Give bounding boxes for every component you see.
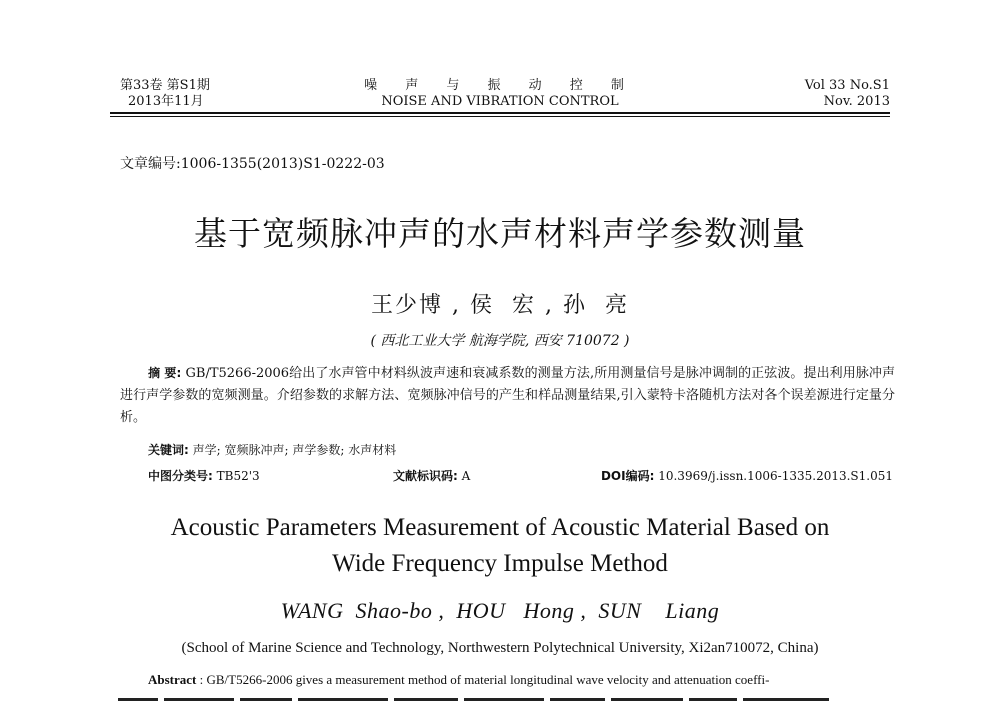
header-volume-issue-cn: 第33卷 第S1期: [120, 78, 210, 93]
abstract-en-text: : GB/T5266-2006 gives a measurement method of material longitudinal wave velocity and attenuation coeffi-: [196, 672, 770, 687]
header-journal-en: NOISE AND VIBRATION CONTROL: [381, 94, 619, 109]
doi: [601, 466, 893, 486]
article-number: 文章编号:1006-1355(2013)S1-0222-03: [120, 156, 385, 172]
abstract-en-label: Abstract: [148, 672, 197, 687]
title-en-line2: Wide Frequency Impulse Method: [332, 550, 668, 577]
header-issue-block: [805, 78, 890, 110]
document-code: [393, 466, 470, 486]
header-date-en: Nov. 2013: [823, 94, 890, 109]
affiliation-en: (School of Marine Science and Technology, Northwestern Polytechnical University, Xi2an710072, China): [181, 640, 819, 656]
doi-value: 10.3969/j.issn.1006-1335.2013.S1.051: [654, 469, 893, 483]
abstract-cn-text: GB/T5266-2006给出了水声管中材料纵波声速和衰减系数的测量方法,所用测量信号是脉冲调制的正弦波。提出利用脉冲声进行声学参数的宽频测量。介绍参数的求解方法、宽频脉冲信号的产生和样品测量结果,引入蒙特卡洛随机方法对各个误差源进行定量分析。: [120, 366, 895, 425]
header-rule-thick: [110, 112, 890, 114]
abstract-cn-label: 摘 要:: [148, 366, 182, 380]
doc-code-value: A: [457, 469, 471, 483]
title-en: [0, 510, 1000, 582]
doi-label: DOI编码:: [600, 469, 655, 483]
doc-code-label: 文献标识码:: [393, 469, 458, 483]
clc-label: 中图分类号:: [148, 469, 213, 483]
classification-row: [148, 466, 893, 486]
cropped-text-line: [118, 698, 888, 703]
header-journal-cn: 噪 声 与 振 动 控 制: [364, 78, 636, 93]
title-cn: 基于宽频脉冲声的水声材料声学参数测量: [194, 214, 806, 253]
authors-cn: 王少博 , 侯 宏 , 孙 亮: [371, 293, 629, 318]
abstract-en: [148, 672, 898, 688]
affiliation-cn: ( 西北工业大学 航海学院, 西安 710072 ): [370, 333, 630, 349]
clc-value: TB52'3: [212, 469, 260, 483]
keywords-cn-text: 声学; 宽频脉冲声; 声学参数; 水声材料: [188, 443, 397, 457]
header-volume-issue-en: Vol 33 No.S1: [804, 78, 890, 93]
keywords-cn: [148, 440, 396, 460]
authors-en: WANG Shao-bo , HOU Hong , SUN Liang: [280, 598, 720, 623]
keywords-cn-label: 关键词:: [148, 443, 189, 457]
clc-number: [148, 466, 260, 486]
header-date-cn: 2013年11月: [128, 94, 204, 109]
title-en-line1: Acoustic Parameters Measurement of Acoustic Material Based on: [170, 514, 830, 541]
header-rule-thin: [110, 116, 890, 117]
abstract-cn: [120, 362, 895, 429]
